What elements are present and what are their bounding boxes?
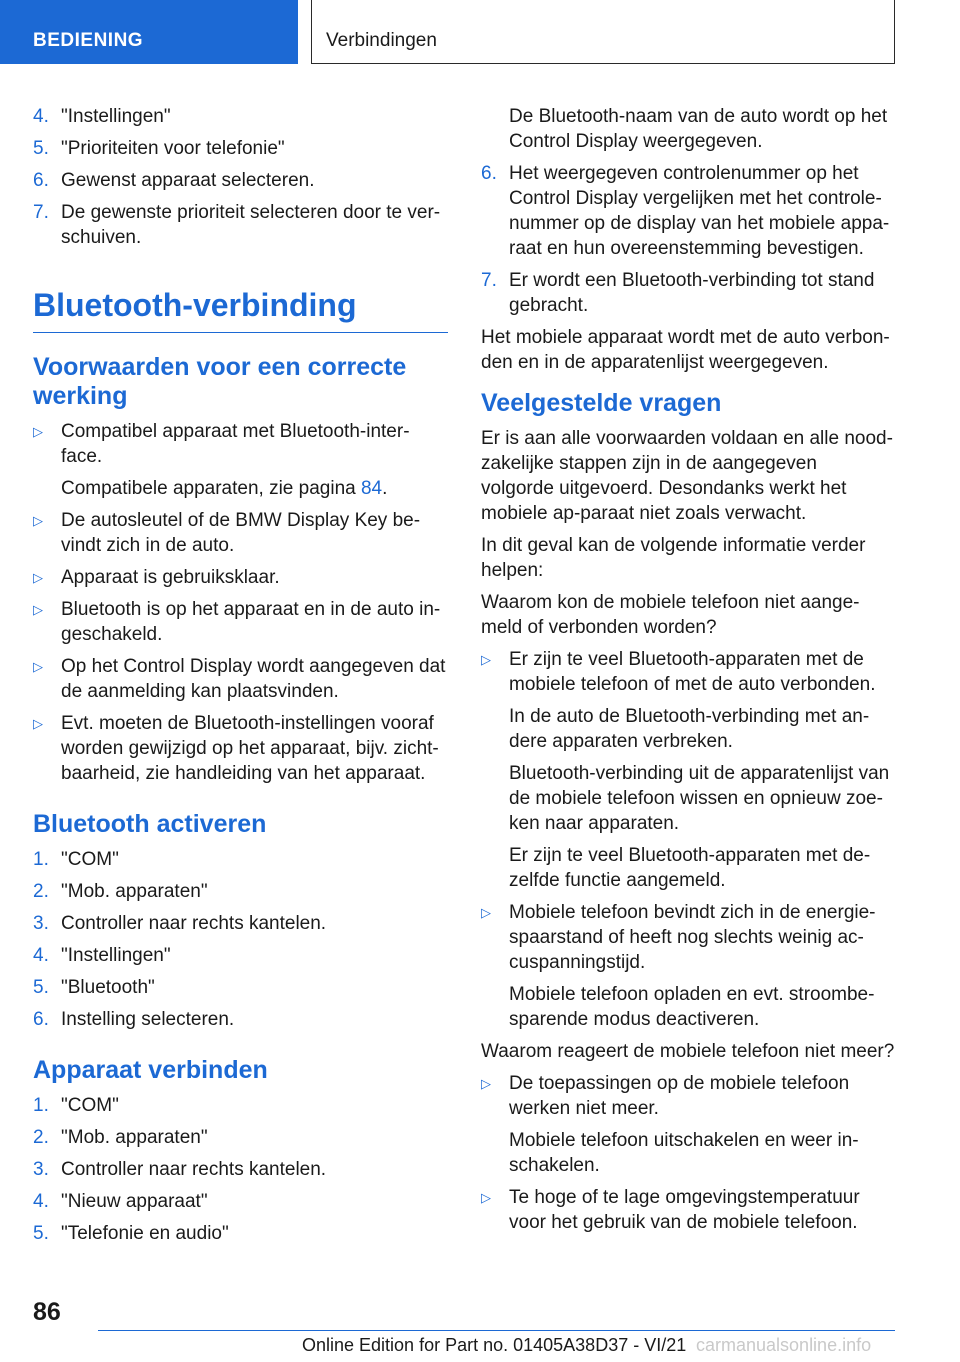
step-number: 6. [33, 1009, 49, 1030]
step-number: 1. [33, 849, 49, 870]
step-item [33, 847, 448, 872]
triangle-right-outline-icon: ▷ [33, 570, 43, 585]
bullet-item [481, 900, 895, 975]
heading-apparaat-verbinden: Apparaat verbinden [33, 1056, 268, 1084]
step-text: Het weergegeven controlenummer op het Control Display vergelijken met het controle-nummer op de display van het mobiele appa-raat en hun overeenstemming bevestigen. [509, 163, 890, 259]
bullet-text: Evt. moeten de Bluetooth-instellingen vooraf worden gewijzigd op het apparaat, bijv. zicht-baarheid, zie handleiding van het apparaat. [61, 713, 439, 784]
step-text: "Telefonie en audio" [61, 1223, 229, 1244]
page-link-84[interactable]: 84 [360, 478, 383, 499]
step-number: 7. [481, 270, 497, 291]
bullet-text: Op het Control Display wordt aangegeven dat de aanmelding kan plaatsvinden. [61, 656, 446, 702]
bullet-item [33, 654, 448, 704]
bullet-item [481, 647, 895, 697]
step-item [33, 943, 448, 968]
conditions-list [33, 419, 448, 786]
triangle-right-outline-icon: ▷ [33, 659, 43, 674]
step-number: 7. [33, 202, 49, 223]
bullet-text: Er zijn te veel Bluetooth-apparaten met de mobiele telefoon of met de auto verbonden. [509, 649, 876, 695]
faq-intro: Er is aan alle voorwaarden voldaan en alle nood-zakelijke stappen zijn in de aangegeven volgorde uitgevoerd. Desondanks werkt het mobiele ap-paraat niet zoals verwacht. [481, 428, 893, 524]
faq-intro-2: In dit geval kan de volgende informatie verder helpen: [481, 535, 866, 581]
heading-conditions: Voorwaarden voor een correcte werking [33, 353, 407, 410]
bullet-item [33, 597, 448, 647]
bullet-text: Te hoge of te lage omgevingstemperatuur voor het gebruik van de mobiele telefoon. [509, 1187, 860, 1233]
step-text: "COM" [61, 1095, 119, 1116]
step-list-connect [33, 1093, 448, 1246]
bullet-subtext: Mobiele telefoon uitschakelen en weer in-schakelen. [509, 1130, 859, 1176]
step-item [33, 879, 448, 904]
step-number: 3. [33, 913, 49, 934]
heading-bluetooth-activeren: Bluetooth activeren [33, 810, 267, 838]
triangle-right-outline-icon: ▷ [33, 602, 43, 617]
page-number: 86 [33, 1298, 61, 1326]
triangle-right-outline-icon: ▷ [33, 716, 43, 731]
step-item [481, 268, 895, 318]
step-number: 2. [33, 881, 49, 902]
triangle-right-outline-icon: ▷ [481, 905, 491, 920]
step-item [33, 136, 448, 161]
bullet-subtext: Bluetooth-verbinding uit de apparatenlijst van de mobiele telefoon wissen en opnieuw zoe-ken naar apparaten. [509, 763, 890, 834]
step-text: "Mob. apparaten" [61, 1127, 208, 1148]
bullet-item [33, 508, 448, 558]
faq-question-2: Waarom reageert de mobiele telefoon niet meer? [481, 1041, 895, 1062]
bullet-item [33, 711, 448, 786]
step-text: Instelling selecteren. [61, 1009, 235, 1030]
step-number: 1. [33, 1095, 49, 1116]
step-text: Er wordt een Bluetooth-verbinding tot stand gebracht. [509, 270, 875, 316]
triangle-right-outline-icon: ▷ [481, 1190, 491, 1205]
result-text: Het mobiele apparaat wordt met de auto verbon-den en in de apparatenlijst weergegeven. [481, 327, 890, 373]
step-number: 5. [33, 138, 49, 159]
left-column [33, 104, 448, 1253]
triangle-right-outline-icon: ▷ [33, 424, 43, 439]
page-ref-text: Compatibele apparaten, zie pagina [61, 478, 361, 499]
page-header-title: Verbindingen [311, 0, 895, 64]
step-text: "Mob. apparaten" [61, 881, 208, 902]
step-text: "Instellingen" [61, 945, 171, 966]
bullet-text: De toepassingen op de mobiele telefoon werken niet meer. [509, 1073, 850, 1119]
bullet-item [33, 419, 448, 469]
step-continuation-text: De Bluetooth-naam van de auto wordt op het Control Display weergegeven. [509, 106, 888, 152]
step-text: "Nieuw apparaat" [61, 1191, 208, 1212]
triangle-right-outline-icon: ▷ [33, 513, 43, 528]
heading-bluetooth-verbinding: Bluetooth-verbinding [33, 272, 448, 333]
step-item [33, 911, 448, 936]
right-column [481, 104, 895, 1242]
step-number: 5. [33, 1223, 49, 1244]
bullet-text: Mobiele telefoon bevindt zich in de energie-spaarstand of heeft nog slechts weinig ac-cuspanningstijd. [509, 902, 876, 973]
step-item [33, 1125, 448, 1150]
step-text: Gewenst apparaat selecteren. [61, 170, 315, 191]
bullet-subtext [33, 476, 448, 501]
step-number: 5. [33, 977, 49, 998]
step-item [33, 1189, 448, 1214]
step-item [33, 975, 448, 1000]
step-text: De gewenste prioriteit selecteren door te ver-schuiven. [61, 202, 441, 248]
step-number: 2. [33, 1127, 49, 1148]
step-item [33, 200, 448, 250]
section-tab: BEDIENING [0, 0, 298, 64]
step-list-priorities [33, 104, 448, 250]
bullet-item [33, 565, 448, 590]
heading-faq: Veelgestelde vragen [481, 389, 722, 417]
watermark: carmanualsonline.info [696, 1335, 872, 1355]
bullet-text: De autosleutel of de BMW Display Key be-vindt zich in de auto. [61, 510, 421, 556]
faq-question-1: Waarom kon de mobiele telefoon niet aange-meld of verbonden worden? [481, 592, 860, 638]
step-text: "Prioriteiten voor telefonie" [61, 138, 285, 159]
page-ref-post: . [382, 478, 388, 499]
footer-divider [98, 1330, 895, 1331]
bullet-text: Apparaat is gebruiksklaar. [61, 567, 280, 588]
bullet-subtext: Er zijn te veel Bluetooth-apparaten met de-zelfde functie aangemeld. [509, 845, 871, 891]
bullet-subtext: Mobiele telefoon opladen en evt. stroombe-sparende modus deactiveren. [509, 984, 875, 1030]
step-item [33, 1157, 448, 1182]
step-item [33, 1221, 448, 1246]
step-number: 6. [481, 163, 497, 184]
step-number: 4. [33, 945, 49, 966]
bullet-subtext: In de auto de Bluetooth-verbinding met an-dere apparaten verbreken. [509, 706, 870, 752]
step-text: Controller naar rechts kantelen. [61, 913, 327, 934]
step-item [33, 1093, 448, 1118]
bullet-item [481, 1185, 895, 1235]
step-text: "Bluetooth" [61, 977, 155, 998]
step-number: 4. [33, 1191, 49, 1212]
step-list-activate [33, 847, 448, 1032]
footer-edition: Online Edition for Part no. 01405A38D37 - VI/21 [302, 1335, 687, 1355]
step-text: Controller naar rechts kantelen. [61, 1159, 327, 1180]
step-item [33, 104, 448, 129]
step-item [481, 161, 895, 261]
step-number: 6. [33, 170, 49, 191]
bullet-text: Bluetooth is op het apparaat en in de auto in-geschakeld. [61, 599, 441, 645]
step-item [33, 1007, 448, 1032]
step-text: "COM" [61, 849, 119, 870]
step-number: 4. [33, 106, 49, 127]
step-list-connect-cont [481, 161, 895, 318]
bullet-item [481, 1071, 895, 1121]
faq-answers-1 [481, 647, 895, 1032]
faq-answers-2 [481, 1071, 895, 1235]
triangle-right-outline-icon: ▷ [481, 1076, 491, 1091]
bullet-text: Compatibel apparaat met Bluetooth-inter-face. [61, 421, 410, 467]
triangle-right-outline-icon: ▷ [481, 652, 491, 667]
step-text: "Instellingen" [61, 106, 171, 127]
step-number: 3. [33, 1159, 49, 1180]
step-item [33, 168, 448, 193]
